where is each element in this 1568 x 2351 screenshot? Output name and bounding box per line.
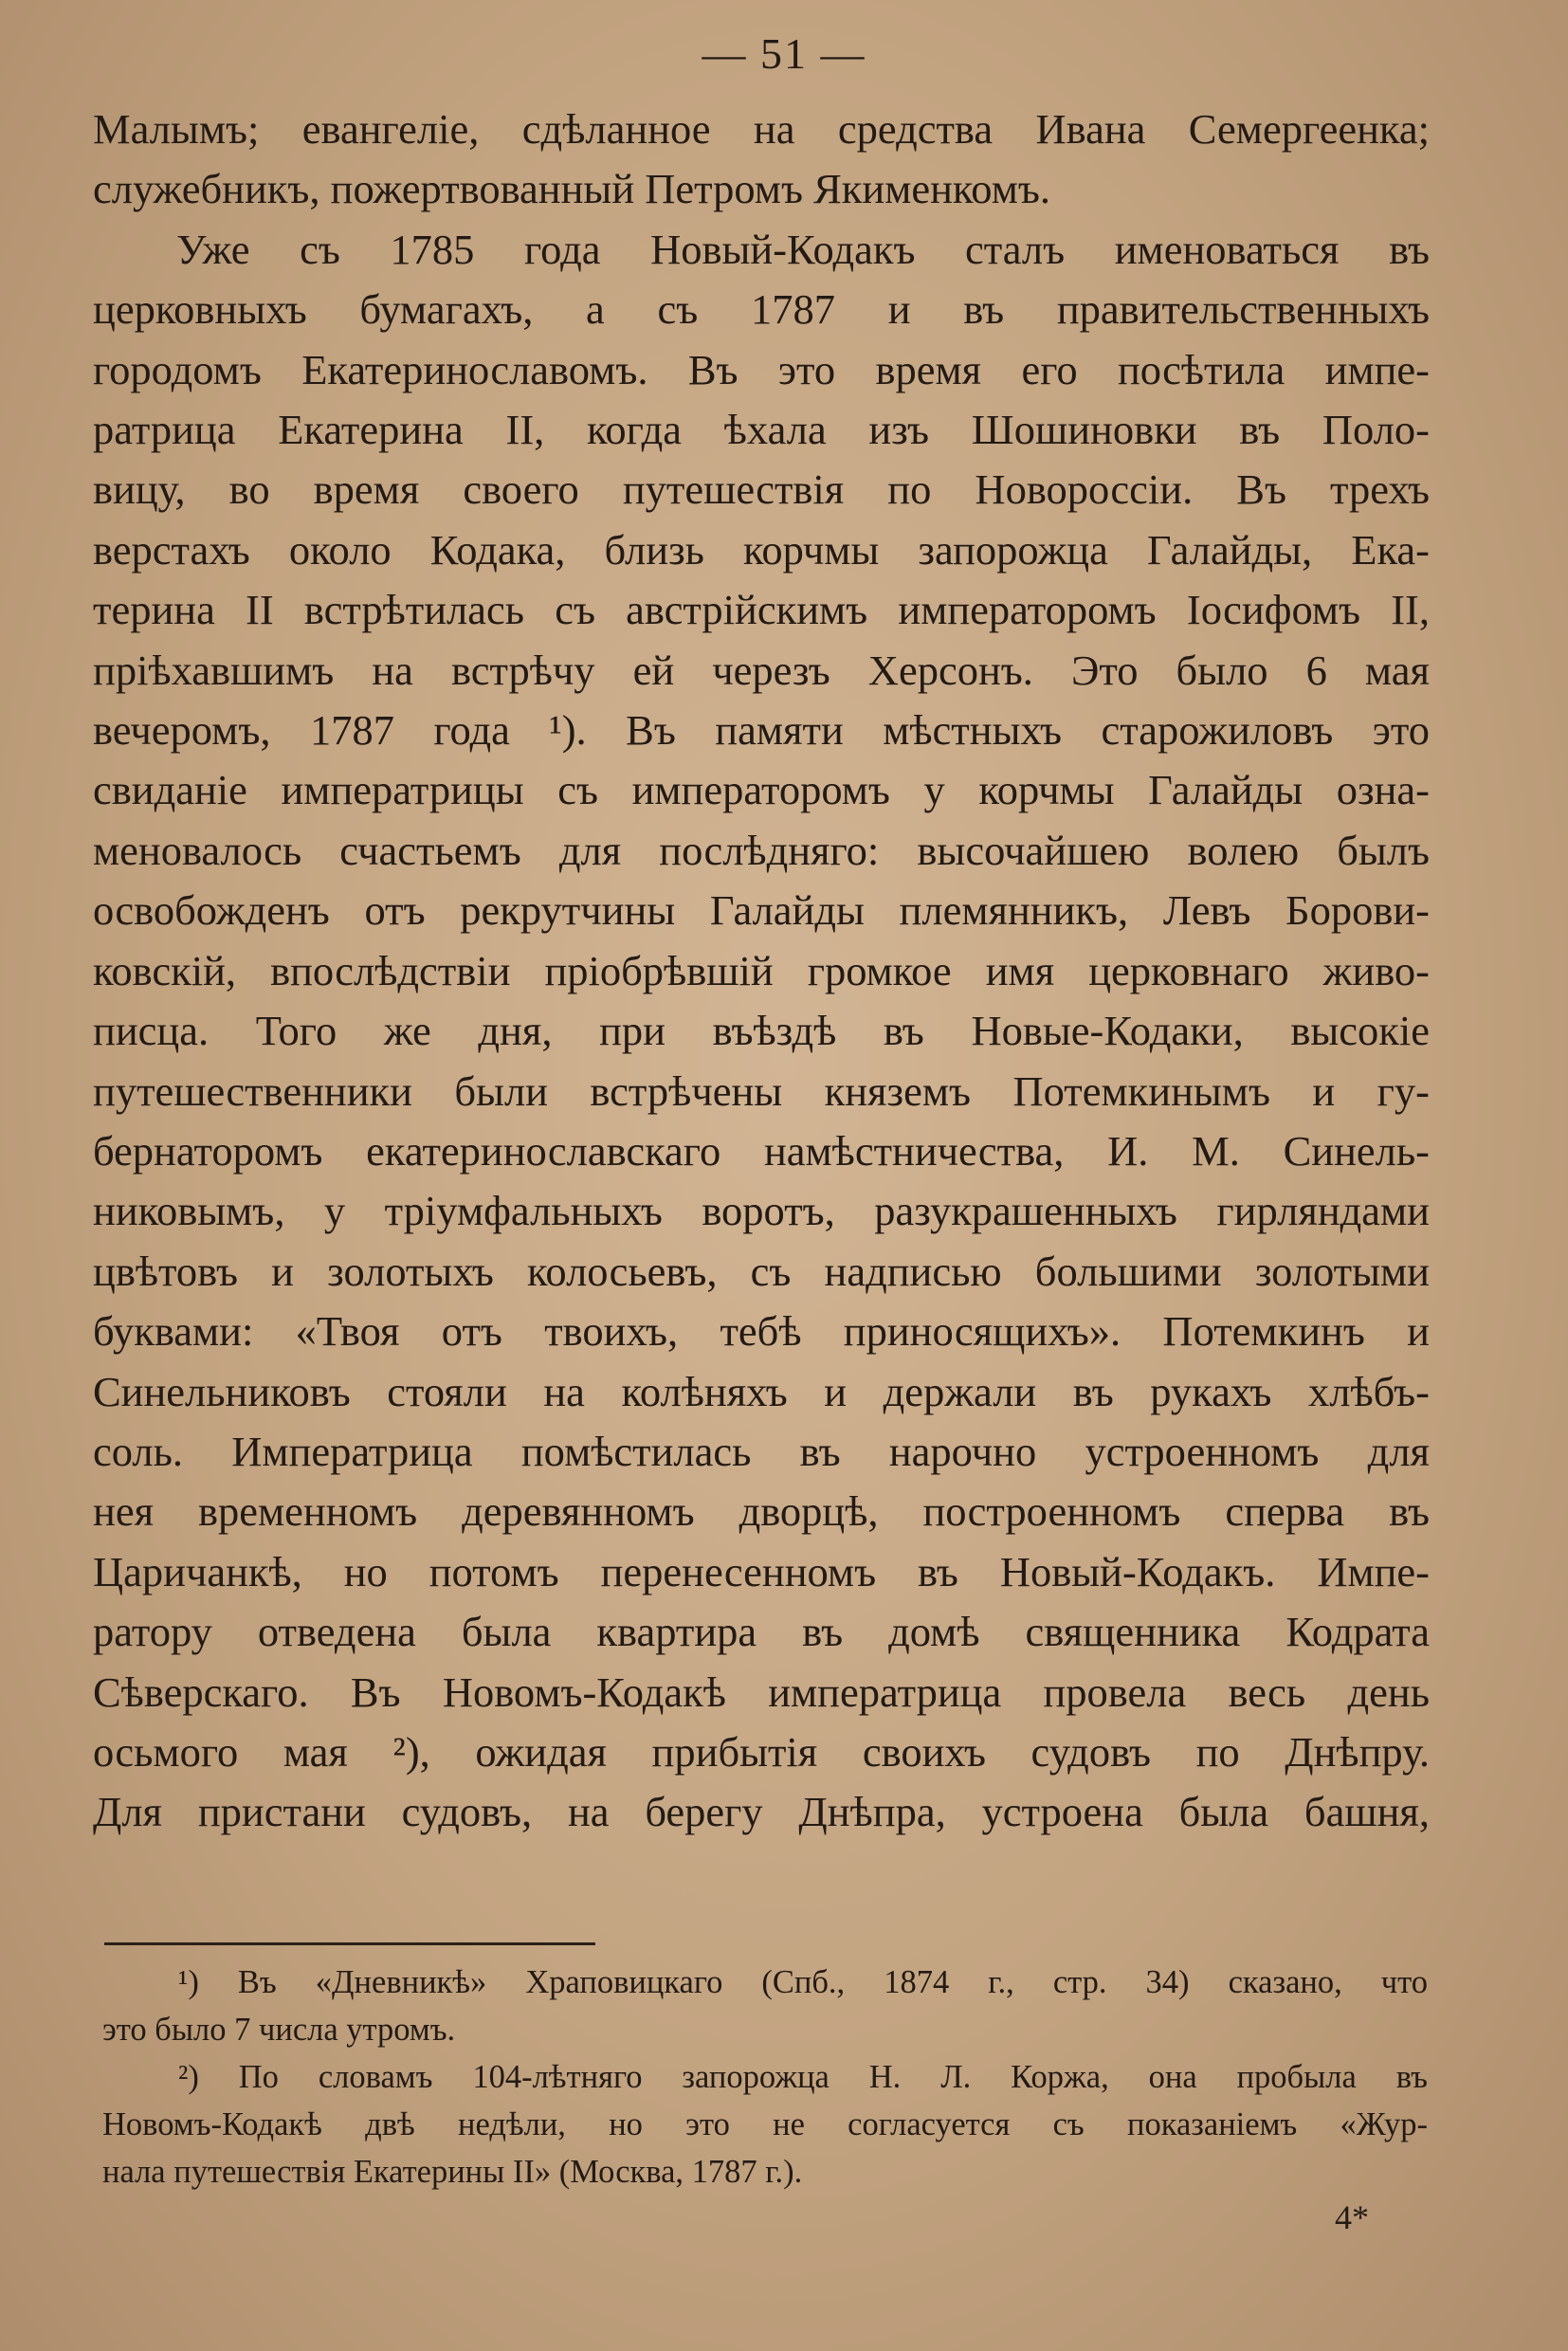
footnote-line: ¹) Въ «Дневникѣ» Храповицкаго (Спб., 1874 г., стр. 34) сказано, что [178,1964,1428,2000]
body-line: буквами: «Твоя отъ твоихъ, тебѣ приносящихъ». Потемкинъ и [93,1307,1430,1356]
body-line: Уже съ 1785 года Новый-Кодакъ сталъ именоваться въ [176,225,1430,273]
body-line: цвѣтовъ и золотыхъ колосьевъ, съ надписью большими золотыми [93,1247,1430,1295]
body-line: городомъ Екатеринославомъ. Въ это время его посѣтила импе- [93,345,1430,393]
footnote-line: это было 7 числа утромъ. [102,2012,456,2048]
body-line: осьмого мая ²), ожидая прибытія своихъ судовъ по Днѣпру. [93,1727,1430,1776]
body-line: бернаторомъ екатеринославскаго намѣстничества, И. М. Синель- [93,1126,1430,1175]
body-line: никовымъ, у тріумфальныхъ воротъ, разукрашенныхъ гирляндами [93,1187,1430,1235]
body-line: Синельниковъ стояли на колѣняхъ и держали въ рукахъ хлѣбъ- [93,1367,1430,1415]
body-text [93,100,1430,1843]
footnotes [102,1959,1428,2196]
body-line: меновалось счастьемъ для послѣдняго: высочайшею волею былъ [93,826,1430,874]
footnote-line: нала путешествія Екатерины II» (Москва, 1787 г.). [102,2154,803,2190]
body-line: пріѣхавшимъ на встрѣчу ей черезъ Херсонъ. Это было 6 мая [93,646,1430,694]
body-line: писца. Того же дня, при въѣздѣ въ Новые-Кодаки, высокіе [93,1007,1430,1055]
body-line: терина II встрѣтилась съ австрійскимъ императоромъ Іосифомъ II, [93,586,1430,634]
body-line: ковскій, впослѣдствіи пріобрѣвшій громкое имя церковнаго живо- [93,946,1430,994]
page-number: — 51 — [702,29,866,78]
footnote-divider [104,1942,595,1945]
body-line: свиданіе императрицы съ императоромъ у корчмы Галайды озна- [93,766,1430,814]
body-line: освобожденъ отъ рекрутчины Галайды племянникъ, Левъ Борови- [93,886,1430,935]
body-line: соль. Императрица помѣстилась въ нарочно устроенномъ для [93,1427,1430,1475]
body-line: ратрица Екатерина II, когда ѣхала изъ Шошиновки въ Поло- [93,406,1430,454]
body-line: вечеромъ, 1787 года ¹). Въ памяти мѣстныхъ старожиловъ это [93,706,1430,755]
body-line: Малымъ; евангеліе, сдѣланное на средства Ивана Семергеенка; [93,105,1430,153]
body-line: верстахъ около Кодака, близь корчмы запорожца Галайды, Ека- [93,525,1430,574]
body-line: церковныхъ бумагахъ, а съ 1787 и въ правительственныхъ [93,285,1430,334]
signature-mark: 4* [1335,2198,1369,2236]
body-line: нея временномъ деревянномъ дворцѣ, построенномъ сперва въ [93,1487,1430,1536]
body-line: вицу, во время своего путешествія по Новороссіи. Въ трехъ [93,465,1430,514]
body-line: служебникъ, пожертвованный Петромъ Якименкомъ. [93,165,1050,213]
body-line: Для пристани судовъ, на берегу Днѣпра, устроена была башня, [93,1788,1430,1836]
footnote-line: Новомъ-Кодакѣ двѣ недѣли, но это не согласуется съ показаніемъ «Жур- [102,2106,1428,2142]
body-line: Сѣверскаго. Въ Новомъ-Кодакѣ императрица провела весь день [93,1668,1430,1716]
body-line: путешественники были встрѣчены княземъ Потемкинымъ и гу- [93,1066,1430,1115]
body-line: ратору отведена была квартира въ домѣ священника Кодрата [93,1608,1430,1656]
footnote-line: ²) По словамъ 104-лѣтняго запорожца Н. Л. Коржа, она пробыла въ [178,2059,1428,2095]
body-line: Царичанкѣ, но потомъ перенесенномъ въ Новый-Кодакъ. Импе- [93,1547,1430,1595]
